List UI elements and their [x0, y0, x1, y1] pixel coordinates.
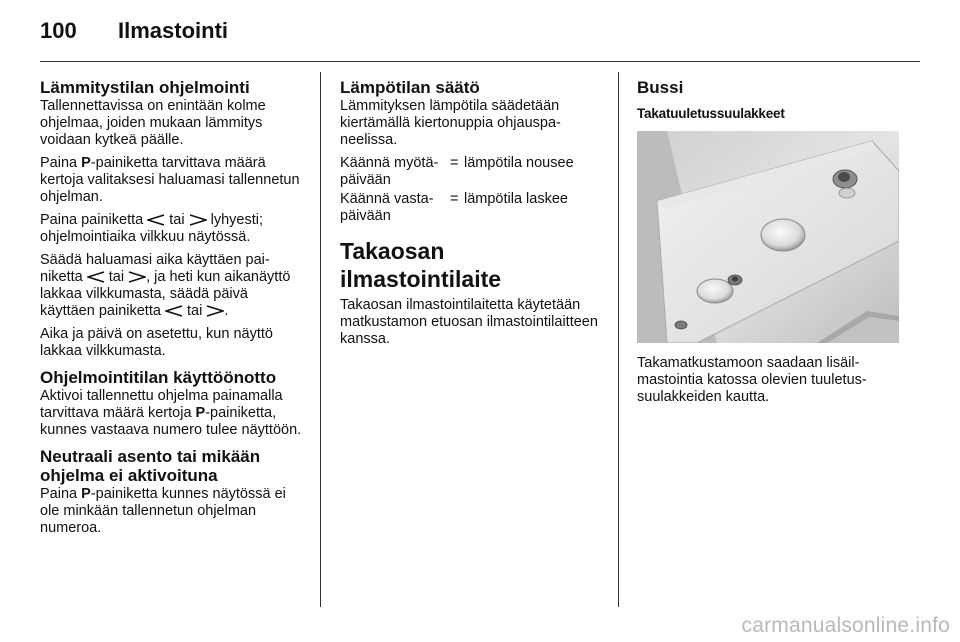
page-title: Ilmastointi: [118, 18, 229, 43]
table-row: [340, 155, 574, 191]
column-2: [340, 78, 602, 354]
arrow-left-icon: [165, 305, 183, 317]
subsection-heading: Takatuuletussuulakkeet: [637, 106, 785, 121]
rotation-table: [340, 155, 574, 227]
arrow-left-icon: [147, 214, 165, 226]
column-divider-1: [320, 72, 321, 607]
paragraph: Tallennettavissa on enintään kolme ohjelmaa, joiden mukaan lämmitys voidaan kytkeä päälle.: [40, 98, 266, 148]
section-heating-programming: [40, 78, 302, 360]
page-number: 100: [40, 18, 77, 43]
column-3: [637, 78, 901, 412]
paragraph: Paina P-painiketta kunnes näytössä ei ole minkään tallennetun ohjelman numeroa.: [40, 486, 286, 536]
table-cell: lämpötila laskee: [464, 191, 568, 207]
table-cell: lämpötila nousee: [464, 155, 574, 171]
section-heading: Lämpötilan säätö: [340, 78, 480, 97]
arrow-right-icon: [128, 271, 146, 283]
paragraph: Takaosan ilmastointilaitetta käytetään matkustamon etuosan ilmastointilaitteen kanssa.: [340, 297, 598, 347]
key-label-p: P: [81, 486, 91, 502]
section-programming-mode: [40, 368, 302, 439]
paragraph: Paina painiketta tai lyhyesti; ohjelmointiaika vilkkuu näytössä.: [40, 212, 264, 245]
paragraph: Säädä haluamasi aika käyttäen painiketta tai , ja heti kun aikanäyttö lakkaa vilkkumasta, säädä päivä käyttäen painiketta tai .: [40, 252, 291, 319]
table-row: [340, 191, 574, 227]
section-rear-air-conditioning: [340, 237, 602, 348]
key-label-p: P: [195, 405, 206, 421]
arrow-right-icon: [206, 305, 224, 317]
column-1: [40, 78, 302, 543]
paragraph: Aika ja päivä on asetettu, kun näyttö lakkaa vilkkumasta.: [40, 326, 273, 359]
paragraph: Paina P-painiketta tarvittava määrä kertoja valitaksesi haluamasi tallennetun ohjelman.: [40, 155, 300, 205]
watermark: carmanualsonline.info: [741, 614, 950, 637]
table-cell: Käännä vastapäivään: [340, 191, 434, 224]
chapter-heading: Takaosan ilmastointilaite: [340, 238, 502, 292]
arrow-left-icon: [87, 271, 105, 283]
header-divider: [40, 61, 920, 62]
table-cell: =: [450, 191, 459, 207]
section-neutral-position: [40, 447, 302, 537]
table-cell: =: [450, 155, 459, 171]
page-header: [40, 18, 228, 48]
section-heading: Neutraali asento tai mikään ohjelma ei aktivoituna: [40, 447, 261, 485]
paragraph: Aktivoi tallennettu ohjelma painamalla tarvittava määrä kertoja P-painiketta, kunnes vastaava numero tulee näyttöön.: [40, 388, 302, 438]
column-divider-2: [618, 72, 619, 607]
ceiling-vents-photo: [637, 131, 899, 343]
arrow-right-icon: [189, 214, 207, 226]
section-heading: Ohjelmointitilan käyttöönotto: [40, 368, 277, 387]
table-cell: Käännä myötäpäivään: [340, 155, 439, 188]
paragraph: Takamatkustamoon saadaan lisäilmastointia katossa olevien tuuletussuulakkeiden kautta.: [637, 355, 867, 405]
section-heading: Bussi: [637, 78, 684, 97]
section-temperature-control: [340, 78, 602, 227]
key-label-p: P: [81, 155, 91, 171]
paragraph: Lämmityksen lämpötila säädetään kiertämällä kiertonuppia ohjauspaneelissa.: [340, 98, 561, 148]
section-heading: Lämmitystilan ohjelmointi: [40, 78, 250, 97]
